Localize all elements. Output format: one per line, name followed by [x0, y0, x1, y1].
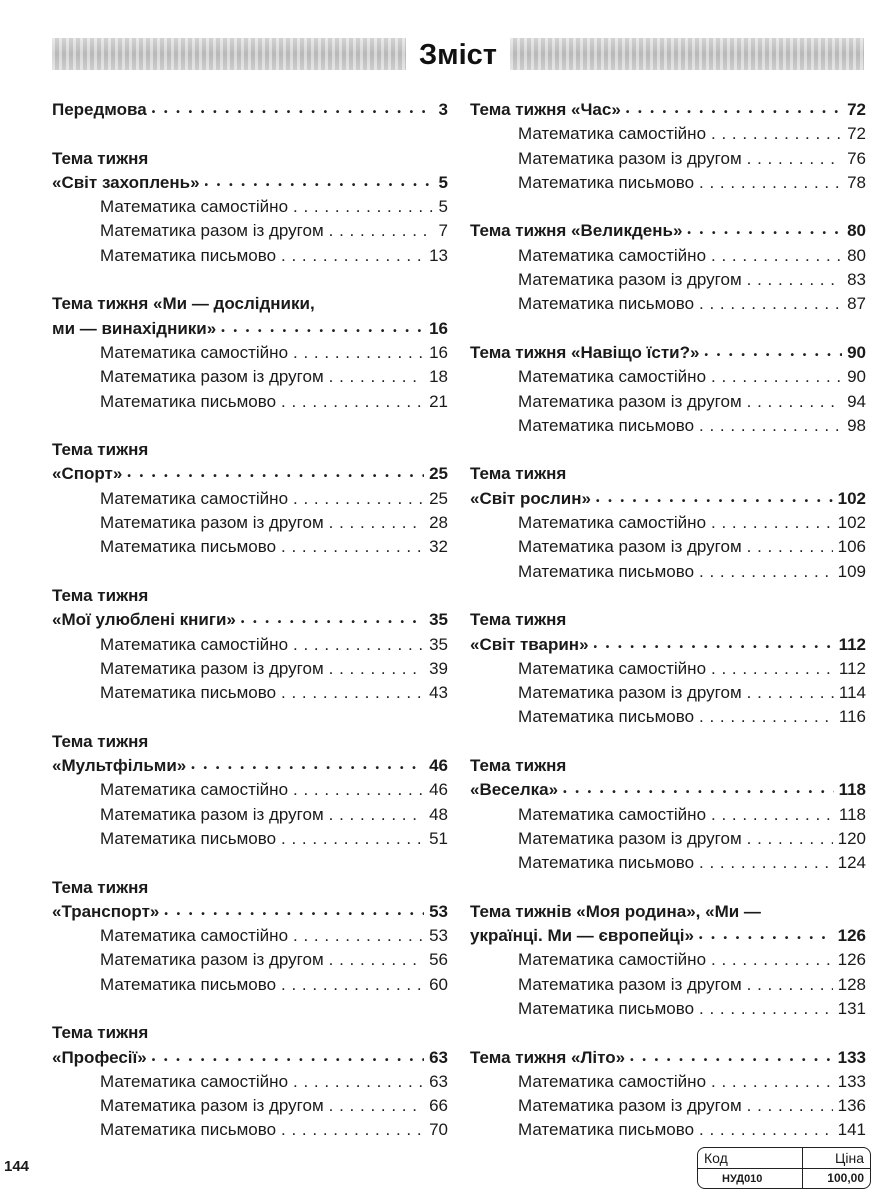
toc-sub-entry[interactable]: [470, 535, 866, 559]
toc-sub-entry[interactable]: [470, 244, 866, 268]
page-title: Зміст: [418, 39, 497, 71]
toc-sub-entry[interactable]: [52, 973, 448, 997]
toc-entry-title: Математика разом із другом: [518, 974, 742, 994]
toc-entry-page: 80: [847, 245, 866, 265]
toc-sub-entry[interactable]: [470, 973, 866, 997]
toc-entry-title: Математика самостійно: [100, 488, 289, 508]
toc-sub-entry[interactable]: [52, 778, 448, 802]
dot-leader: [329, 803, 424, 827]
dot-leader: [747, 681, 834, 705]
dot-leader: [293, 195, 434, 219]
dot-leader: [329, 1094, 424, 1118]
dot-leader: [281, 244, 424, 268]
toc-entry-title: Математика письмово: [518, 561, 695, 581]
dot-leader: [293, 487, 424, 511]
toc-entry-title: Тема тижня «Літо»: [470, 1047, 626, 1067]
dot-leader: [281, 973, 424, 997]
toc-sub-entry[interactable]: [470, 171, 866, 195]
dot-leader: [164, 900, 424, 927]
toc-sub-entry[interactable]: [52, 511, 448, 535]
dot-leader: [329, 948, 424, 972]
toc-theme-heading: Тема тижня: [470, 756, 567, 776]
dot-leader: [747, 535, 833, 559]
toc-entry-page: 98: [847, 415, 866, 435]
toc-entry-page: 112: [838, 658, 866, 678]
toc-sub-entry[interactable]: [470, 657, 866, 681]
toc-entry-title: Математика письмово: [518, 172, 695, 192]
toc-entry-title: Математика разом із другом: [518, 270, 742, 290]
toc-spacer: [470, 876, 866, 900]
toc-entry-page: 118: [838, 804, 866, 824]
toc-entry-title: Математика письмово: [518, 415, 695, 435]
toc-entry-page: 60: [429, 974, 448, 994]
toc-sub-entry[interactable]: [52, 1118, 448, 1142]
toc-entry-title: «Веселка»: [470, 780, 559, 800]
toc-entry-page: 106: [837, 537, 866, 557]
toc-theme-heading: Тема тижня: [52, 585, 149, 605]
toc-entry-title: Тема тижня «Великдень»: [470, 221, 683, 241]
dot-leader: [699, 171, 842, 195]
title-band: [52, 36, 864, 74]
toc-theme-heading: Тема тижня: [52, 1023, 149, 1043]
toc-entry-page: 53: [429, 901, 448, 921]
dot-leader: [626, 98, 842, 125]
dot-leader: [293, 778, 424, 802]
toc-entry-page: 90: [847, 367, 866, 387]
stamp-code-cell: [698, 1148, 803, 1188]
toc-entry-page: 112: [838, 634, 866, 654]
dot-leader: [747, 268, 842, 292]
toc-sub-entry[interactable]: [470, 147, 866, 171]
toc-sub-entry[interactable]: [52, 948, 448, 972]
toc-entry-title: Математика письмово: [100, 245, 277, 265]
toc-theme-entry[interactable]: [52, 608, 448, 632]
toc-entry-title: Математика разом із другом: [100, 221, 324, 241]
toc-entry-title: Математика письмово: [518, 853, 695, 873]
toc-sub-entry[interactable]: [52, 827, 448, 851]
toc-sub-entry[interactable]: [470, 1094, 866, 1118]
toc-entry-title: Тема тижня «Навіщо їсти?»: [470, 342, 700, 362]
dot-leader: [711, 365, 842, 389]
dot-leader: [329, 219, 434, 243]
toc-spacer: [470, 1021, 866, 1045]
toc-sub-entry[interactable]: [52, 244, 448, 268]
toc-sub-entry[interactable]: [52, 341, 448, 365]
toc-sub-entry[interactable]: [470, 390, 866, 414]
toc-sub-entry[interactable]: [52, 365, 448, 389]
dot-leader: [205, 171, 434, 198]
toc-entry-title: «Світ тварин»: [470, 634, 589, 654]
toc-spacer: [470, 730, 866, 754]
toc-entry-page: 80: [847, 221, 866, 241]
toc-entry-title: Математика самостійно: [100, 926, 289, 946]
toc-entry-title: Математика разом із другом: [518, 537, 742, 557]
toc-theme-entry[interactable]: [470, 633, 866, 657]
toc-entry-page: 66: [429, 1096, 448, 1116]
toc-entry-page: 72: [847, 124, 866, 144]
toc-theme-heading: Тема тижня «Ми — дослідники,: [52, 294, 315, 314]
toc-entry-page: 83: [847, 270, 866, 290]
dot-leader: [699, 997, 833, 1021]
toc-entry-title: Математика разом із другом: [100, 1096, 324, 1116]
toc-entry-title: Математика письмово: [100, 683, 277, 703]
dot-leader: [329, 365, 424, 389]
toc-entry-page: 35: [429, 610, 448, 630]
dot-leader: [747, 390, 842, 414]
dot-leader: [563, 778, 833, 805]
dot-leader: [241, 608, 424, 635]
toc-entry-title: Математика разом із другом: [100, 804, 324, 824]
toc-entry-page: 94: [847, 391, 866, 411]
toc-entry-title: «Мої улюблені книги»: [52, 610, 236, 630]
dot-leader: [704, 341, 842, 368]
toc-entry-page: 102: [837, 488, 866, 508]
toc-theme-heading: Тема тижня: [52, 877, 149, 897]
toc-spacer: [52, 705, 448, 729]
dot-leader: [152, 98, 434, 125]
toc-sub-entry[interactable]: [52, 487, 448, 511]
toc-entry-page: 46: [429, 756, 448, 776]
dot-leader: [747, 973, 833, 997]
toc-entry-title: «Транспорт»: [52, 901, 160, 921]
toc-entry-page: 3: [438, 100, 448, 119]
toc-entry-page: 63: [429, 1071, 448, 1091]
toc-entry-page: 90: [847, 342, 866, 362]
toc-spacer: [52, 851, 448, 875]
toc-spacer: [52, 122, 448, 146]
toc-entry-page: 21: [429, 391, 448, 411]
toc-sub-entry[interactable]: [52, 1070, 448, 1094]
toc-entry-page: 120: [837, 828, 866, 848]
toc-entry-title: Математика разом із другом: [518, 1096, 742, 1116]
toc-entry-page: 51: [429, 828, 448, 848]
toc-entry-page: 7: [438, 221, 448, 241]
dot-leader: [127, 462, 424, 489]
toc-entry-page: 114: [838, 683, 866, 703]
toc-entry-title: Математика разом із другом: [518, 148, 742, 168]
toc-entry-page: 128: [837, 974, 866, 994]
toc-entry-page: 53: [429, 926, 448, 946]
toc-sub-entry[interactable]: [52, 219, 448, 243]
toc-sub-entry[interactable]: [470, 948, 866, 972]
toc-spacer: [470, 317, 866, 341]
toc-entry-page: 13: [429, 245, 448, 265]
toc-theme-entry[interactable]: [52, 462, 448, 486]
toc-entry-title: Математика разом із другом: [100, 513, 324, 533]
toc-theme-entry[interactable]: [52, 900, 448, 924]
dot-leader: [711, 657, 834, 681]
dot-leader: [594, 633, 834, 660]
toc-theme-entry[interactable]: [52, 171, 448, 195]
stamp-price-value: 100,00: [827, 1171, 864, 1185]
toc-spacer: [52, 414, 448, 438]
toc-theme-heading: Тема тижня: [470, 464, 567, 484]
dot-leader: [699, 292, 842, 316]
toc-entry-page: 16: [429, 318, 448, 338]
toc-theme-entry[interactable]: [470, 778, 866, 802]
toc-entry-title: Математика самостійно: [100, 634, 289, 654]
dot-leader: [699, 924, 833, 951]
toc-entry-page: 109: [837, 561, 866, 581]
toc-entry-page: 116: [838, 707, 866, 727]
dot-leader: [630, 1046, 833, 1073]
toc-entry-title: Тема тижня «Час»: [470, 100, 621, 119]
toc-entry-title: Математика разом із другом: [518, 391, 742, 411]
toc-theme-heading: Тема тижня: [470, 610, 567, 630]
dot-leader: [281, 390, 424, 414]
toc-entry-title: Математика письмово: [518, 998, 695, 1018]
toc-sub-entry[interactable]: [470, 705, 866, 729]
toc-sub-entry[interactable]: [52, 1094, 448, 1118]
toc-entry-title: «Професії»: [52, 1047, 147, 1067]
toc-entry-title: Математика самостійно: [100, 197, 289, 217]
toc-entry-title: Математика письмово: [518, 707, 695, 727]
toc-spacer: [470, 438, 866, 462]
toc-sub-entry[interactable]: [470, 1118, 866, 1142]
toc-entry-page: 141: [837, 1120, 866, 1140]
toc-sub-entry[interactable]: [470, 511, 866, 535]
toc-entry-title: Математика письмово: [518, 294, 695, 314]
dot-leader: [152, 1046, 424, 1073]
toc-entry-title: Математика разом із другом: [100, 950, 324, 970]
toc-sub-entry[interactable]: [52, 924, 448, 948]
toc-spacer: [52, 997, 448, 1021]
toc-entry-page: 78: [847, 172, 866, 192]
toc-entry-page: 72: [847, 100, 866, 119]
toc-entry-title: «Мультфільми»: [52, 756, 187, 776]
toc-sub-entry[interactable]: [470, 292, 866, 316]
dot-leader: [699, 851, 833, 875]
toc-sub-entry[interactable]: [470, 803, 866, 827]
toc-theme-heading: Тема тижнів «Моя родина», «Ми —: [470, 901, 761, 921]
toc-entry-page: 118: [838, 780, 866, 800]
toc-theme-heading: Тема тижня: [52, 440, 149, 460]
toc-entry-page: 76: [847, 148, 866, 168]
toc-entry-title: Математика самостійно: [518, 1071, 707, 1091]
toc-entry-page: 70: [429, 1120, 448, 1140]
toc-entry-title: Математика письмово: [100, 828, 277, 848]
toc-entry-title: Математика самостійно: [100, 780, 289, 800]
toc-sub-entry[interactable]: [52, 195, 448, 219]
dot-leader: [329, 657, 424, 681]
toc-sub-entry[interactable]: [470, 122, 866, 146]
toc-spacer: [52, 268, 448, 292]
toc-entry-title: Математика разом із другом: [518, 828, 742, 848]
toc-entry-title: Математика самостійно: [518, 804, 707, 824]
dot-leader: [711, 948, 833, 972]
toc-sub-entry[interactable]: [470, 560, 866, 584]
toc-theme-heading: Тема тижня: [52, 731, 149, 751]
dot-leader: [747, 827, 833, 851]
toc-theme-entry[interactable]: [52, 1046, 448, 1070]
toc-entry-page: 87: [847, 294, 866, 314]
toc-entry-page: 5: [438, 172, 448, 192]
toc-entry-page: 131: [837, 998, 866, 1018]
toc-entry-page: 48: [429, 804, 448, 824]
dot-leader: [293, 633, 424, 657]
toc-entry-title: Математика самостійно: [100, 342, 289, 362]
toc-entry-title: Математика самостійно: [518, 124, 707, 144]
toc-left-column: [52, 98, 448, 1143]
toc-entry-page: 133: [837, 1071, 866, 1091]
dot-leader: [221, 317, 424, 344]
toc-sub-entry[interactable]: [52, 390, 448, 414]
toc-entry-page: 56: [429, 950, 448, 970]
toc-entry-page: 18: [429, 367, 448, 387]
toc-entry-title: Математика письмово: [100, 537, 277, 557]
toc-theme-entry[interactable]: [470, 487, 866, 511]
stamp-price-label: Ціна: [835, 1150, 864, 1166]
toc-entry-title: Математика самостійно: [518, 513, 707, 533]
toc-sub-entry[interactable]: [470, 851, 866, 875]
toc-right-column: [470, 98, 866, 1143]
stamp-price-cell: [803, 1148, 870, 1188]
toc-entry-page: 46: [429, 780, 448, 800]
toc-theme-entry[interactable]: [470, 341, 866, 365]
title-decor-right: [510, 38, 864, 70]
toc-entry-title: Математика самостійно: [100, 1071, 289, 1091]
dot-leader: [699, 560, 833, 584]
toc-entry-page: 25: [429, 464, 448, 484]
dot-leader: [293, 341, 424, 365]
toc-sub-entry[interactable]: [52, 657, 448, 681]
toc-entry-title: Передмова: [52, 100, 147, 119]
dot-leader: [711, 803, 834, 827]
stamp-code-label: Код: [704, 1150, 728, 1166]
toc-entry-page: 28: [429, 513, 448, 533]
toc-theme-heading: Тема тижня: [52, 148, 149, 168]
toc-entry-title: українці. Ми — європейці»: [470, 926, 694, 946]
toc-sub-entry[interactable]: [470, 827, 866, 851]
dot-leader: [747, 147, 842, 171]
dot-leader: [699, 705, 834, 729]
toc-entry-title: Математика разом із другом: [100, 367, 324, 387]
toc-entry-title: Математика письмово: [100, 974, 277, 994]
dot-leader: [281, 681, 424, 705]
toc-theme-entry[interactable]: [470, 1046, 866, 1070]
toc-sub-entry[interactable]: [470, 997, 866, 1021]
toc-theme-entry[interactable]: [470, 219, 866, 243]
toc-entry-page: 39: [429, 658, 448, 678]
toc-sub-entry[interactable]: [52, 803, 448, 827]
dot-leader: [281, 535, 424, 559]
toc-entry-page: 126: [837, 926, 866, 946]
toc-sub-entry[interactable]: [470, 414, 866, 438]
toc-entry-title: «Спорт»: [52, 464, 123, 484]
toc-theme-entry[interactable]: [470, 924, 866, 948]
toc-entry-page: 126: [837, 950, 866, 970]
toc-entry-page: 102: [837, 513, 866, 533]
dot-leader: [293, 924, 424, 948]
dot-leader: [711, 511, 833, 535]
dot-leader: [711, 1070, 833, 1094]
dot-leader: [596, 487, 833, 514]
dot-leader: [747, 1094, 833, 1118]
toc-entry-page: 25: [429, 488, 448, 508]
toc-sub-entry[interactable]: [52, 681, 448, 705]
toc-theme-entry[interactable]: [470, 98, 866, 122]
toc-entry-title: Математика письмово: [100, 1120, 277, 1140]
dot-leader: [191, 754, 424, 781]
dot-leader: [711, 244, 842, 268]
toc-entry-title: Математика разом із другом: [518, 683, 742, 703]
page-number: 144: [4, 1158, 30, 1175]
toc-entry-title: «Світ захоплень»: [52, 172, 200, 192]
toc-sub-entry[interactable]: [470, 681, 866, 705]
toc-entry-page: 124: [837, 853, 866, 873]
toc-spacer: [52, 560, 448, 584]
toc-entry-page: 63: [429, 1047, 448, 1067]
toc-spacer: [470, 195, 866, 219]
toc-entry-title: ми — винахідники»: [52, 318, 217, 338]
dot-leader: [329, 511, 424, 535]
toc-sub-entry[interactable]: [470, 268, 866, 292]
stamp-code-value: НУД010: [722, 1173, 763, 1185]
dot-leader: [711, 122, 842, 146]
toc-entry-page: 5: [438, 197, 448, 217]
toc-entry-title: Математика самостійно: [518, 367, 707, 387]
toc-sub-entry[interactable]: [52, 535, 448, 559]
toc-entry-page: 35: [429, 634, 448, 654]
toc-entry-page: 136: [837, 1096, 866, 1116]
dot-leader: [281, 827, 424, 851]
toc-sub-entry[interactable]: [470, 1070, 866, 1094]
toc-entry-title: Математика самостійно: [518, 245, 707, 265]
toc-sub-entry[interactable]: [470, 365, 866, 389]
toc-entry-title: «Світ рослин»: [470, 488, 591, 508]
toc-theme-entry[interactable]: [52, 317, 448, 341]
toc-entry-title: Математика письмово: [100, 391, 277, 411]
toc-entry-title: Математика самостійно: [518, 658, 707, 678]
price-stamp: [697, 1147, 871, 1189]
dot-leader: [699, 414, 842, 438]
toc-entry-page: 32: [429, 537, 448, 557]
toc-entry-title: Математика письмово: [518, 1120, 695, 1140]
dot-leader: [281, 1118, 424, 1142]
toc-entry-page: 133: [837, 1047, 866, 1067]
toc-entry-page: 16: [429, 342, 448, 362]
dot-leader: [293, 1070, 424, 1094]
dot-leader: [687, 219, 842, 246]
toc-entry-title: Математика самостійно: [518, 950, 707, 970]
dot-leader: [699, 1118, 833, 1142]
toc-entry-title: Математика разом із другом: [100, 658, 324, 678]
toc-sub-entry[interactable]: [52, 633, 448, 657]
toc-entry-page: 43: [429, 683, 448, 703]
toc-spacer: [470, 584, 866, 608]
toc-theme-entry[interactable]: [52, 98, 448, 122]
title-decor-left: [52, 38, 406, 70]
toc-theme-entry[interactable]: [52, 754, 448, 778]
